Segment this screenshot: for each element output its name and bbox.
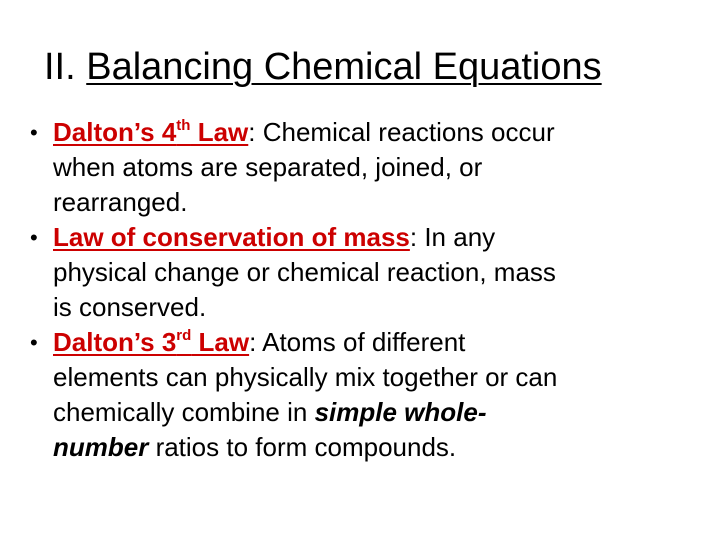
bullet-daltons-4th-law (30, 115, 700, 220)
term-superscript: th (176, 117, 191, 134)
term-text: Dalton’s 4 (53, 117, 177, 147)
bullet-line: when atoms are separated, joined, or (53, 152, 483, 182)
bullet-line (53, 115, 700, 150)
body-text: : In any (409, 222, 496, 252)
bullet-marker: • (30, 120, 38, 145)
body-text: : Atoms of different (249, 327, 466, 357)
term-text: Law (190, 117, 249, 147)
bullet-marker: • (30, 330, 38, 355)
body-text: : Chemical reactions occur (248, 117, 555, 147)
bullet-list (30, 115, 700, 465)
term-daltons-4th-law (53, 117, 248, 147)
slide-title (44, 43, 602, 91)
bullet-line (53, 325, 700, 360)
term-superscript: rd (176, 327, 192, 344)
title-underlined: Balancing Chemical Equations (86, 46, 602, 88)
term-daltons-3rd-law (53, 327, 249, 357)
bullet-conservation-of-mass (30, 220, 700, 325)
body-text: chemically combine in (53, 397, 315, 427)
bullet-line: elements can physically mix together or can (53, 362, 558, 392)
bullet-line: physical change or chemical reaction, mass (53, 257, 556, 287)
bullet-line (53, 220, 700, 255)
bullet-line (53, 395, 700, 430)
bullet-line (53, 430, 700, 465)
body-text: ratios to form compounds. (148, 432, 457, 462)
bullet-line: rearranged. (53, 187, 188, 217)
bullet-marker: • (30, 225, 38, 250)
bullet-daltons-3rd-law (30, 325, 700, 465)
title-prefix: II. (44, 46, 87, 88)
emphasis-text: number (53, 432, 149, 462)
term-text: Law (191, 327, 250, 357)
term-conservation-of-mass: Law of conservation of mass (53, 222, 410, 252)
bullet-line: is conserved. (53, 292, 207, 322)
term-text: Dalton’s 3 (53, 327, 177, 357)
emphasis-text: simple whole- (314, 397, 487, 427)
